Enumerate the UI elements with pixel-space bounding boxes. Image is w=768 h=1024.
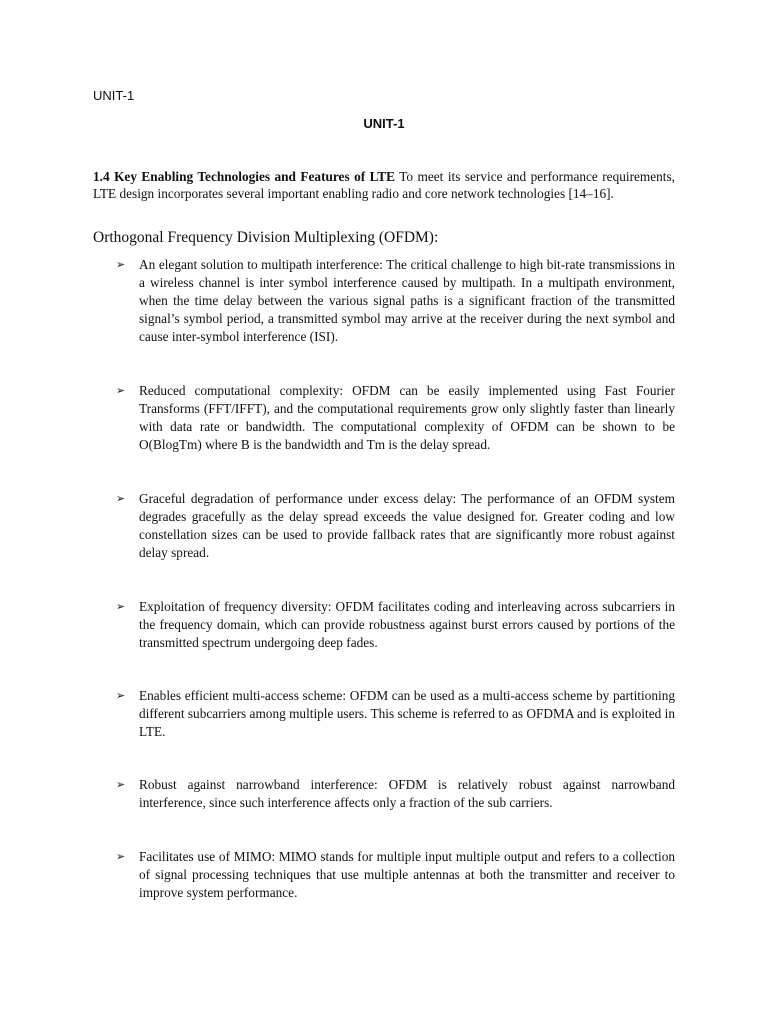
arrow-bullet-icon: ➢ bbox=[116, 689, 126, 702]
bullet-text: Graceful degradation of performance under excess delay: The performance of an OFDM system degrades gracefully as the delay spread exceeds the value designed for. Greater coding and low constellation sizes can be used to provide fallback rates that are significantly more robust against delay spread. bbox=[139, 491, 675, 560]
header-unit-label: UNIT-1 bbox=[93, 88, 135, 103]
bullet-text: Facilitates use of MIMO: MIMO stands for multiple input multiple output and refers to a collection of signal processing techniques that use multiple antennas at both the transmitter and receiver to improve system performance. bbox=[139, 849, 675, 900]
arrow-bullet-icon: ➢ bbox=[116, 384, 126, 397]
section-heading: 1.4 Key Enabling Technologies and Features of LTE bbox=[93, 169, 396, 184]
arrow-bullet-icon: ➢ bbox=[116, 778, 126, 791]
bullet-text: Enables efficient multi-access scheme: OFDM can be used as a multi-access scheme by partitioning different subcarriers among multiple users. This scheme is referred to as OFDMA and is exploited in LTE. bbox=[139, 688, 675, 739]
arrow-bullet-icon: ➢ bbox=[116, 850, 126, 863]
ofdm-subheading: Orthogonal Frequency Division Multiplexing (OFDM): bbox=[93, 229, 439, 246]
bullet-text: Reduced computational complexity: OFDM can be easily implemented using Fast Fourier Transforms (FFT/IFFT), and the computational requirements grow only slightly faster than linearly with data rate or bandwidth. The computational complexity of OFDM can be shown to be O(BlogTm) where B is the bandwidth and Tm is the delay spread. bbox=[139, 383, 675, 452]
intro-paragraph bbox=[93, 169, 675, 202]
bullet-text: An elegant solution to multipath interference: The critical challenge to high bit-rate transmissions in a wireless channel is inter symbol interference caused by multipath. In a multipath environment, when the time delay between the various signal paths is a significant fraction of the transmitted signal’s symbol period, a transmitted symbol may arrive at the receiver during the next symbol and cause inter-symbol interference (ISI). bbox=[139, 257, 675, 344]
unit-title: UNIT-1 bbox=[363, 116, 405, 131]
bullet-text: Exploitation of frequency diversity: OFDM facilitates coding and interleaving across subcarriers in the frequency domain, which can provide robustness against burst errors caused by portions of the transmitted spectrum undergoing deep fades. bbox=[139, 599, 675, 650]
arrow-bullet-icon: ➢ bbox=[116, 258, 126, 271]
bullet-text: Robust against narrowband interference: OFDM is relatively robust against narrowband interference, since such interference affects only a fraction of the sub carriers. bbox=[139, 777, 675, 810]
intro-body: To meet its service and performance requirements, LTE design incorporates several important enabling radio and core network technologies [14–16]. bbox=[93, 169, 675, 201]
arrow-bullet-icon: ➢ bbox=[116, 600, 126, 613]
arrow-bullet-icon: ➢ bbox=[116, 492, 126, 505]
